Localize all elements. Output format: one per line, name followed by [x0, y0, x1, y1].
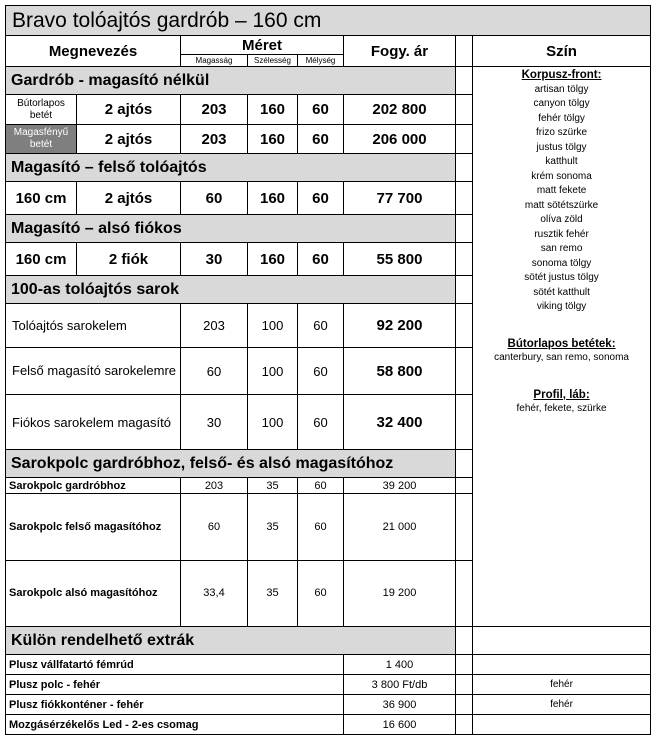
- profile-title: Profil, láb:: [533, 388, 590, 401]
- section-title: Külön rendelhető extrák: [6, 627, 456, 655]
- inserts-title: Bútorlapos betétek:: [507, 337, 616, 350]
- header-width: Szélesség: [248, 55, 298, 67]
- corpus-title: Korpusz-front:: [521, 69, 602, 81]
- price: 19 200: [344, 560, 456, 627]
- page-title: Bravo tolóajtós gardrób – 160 cm: [6, 6, 651, 36]
- price: 55 800: [344, 243, 456, 276]
- price: 1 400: [344, 655, 456, 675]
- header-size: Méret: [181, 36, 344, 55]
- header-name: Megnevezés: [6, 36, 181, 67]
- color-info: Korpusz-front: artisan tölgy canyon tölgy fehér tölgy frizo szürke justus tölgy katthult krém sonoma matt fekete matt sötétszürke olíva zöld rusztik fehér san remo sonoma tölgy sötét justus tölgy sötét katthult viking tölgy Bútorlapos betétek: canterbury, san remo, sonoma Profil, láb: fehér, fekete, szürke: [473, 67, 651, 627]
- price: 202 800: [344, 95, 456, 125]
- price: 32 400: [344, 395, 456, 450]
- price: 36 900: [344, 695, 456, 715]
- price: 77 700: [344, 182, 456, 215]
- section-title: Magasító – alsó fiókos: [6, 215, 456, 243]
- section-title: 100-as tolóajtós sarok: [6, 276, 456, 304]
- header-price: Fogy. ár: [344, 36, 456, 67]
- price: 39 200: [344, 478, 456, 494]
- insert-label: Magasfényű betét: [6, 125, 77, 154]
- price: 16 600: [344, 715, 456, 735]
- insert-label: Bútorlapos betét: [6, 95, 77, 125]
- section-title: Sarokpolc gardróbhoz, felső- és alsó magasítóhoz: [6, 450, 456, 478]
- price: 58 800: [344, 348, 456, 395]
- header-height: Magasság: [181, 55, 248, 67]
- price: 3 800 Ft/db: [344, 675, 456, 695]
- section-title: Magasító – felső tolóajtós: [6, 154, 456, 182]
- price: 21 000: [344, 494, 456, 561]
- header-depth: Mélység: [298, 55, 344, 67]
- profile-list: fehér, fekete, szürke: [516, 403, 607, 414]
- price-table: Bravo tolóajtós gardrób – 160 cm Megnevezés Méret Fogy. ár Szín Magasság Szélesség Mélység Gardrób - magasító nélkül Korpusz-front: artisan tölgy canyon tölgy fehér tölgy frizo szürke justus tölgy katthult krém sonoma matt fekete matt sötétszürke olíva zöld rusztik fehér san remo sonoma tölgy sötét justus tölgy sötét katthult viking tölgy Bútorlapos betétek: canterbury, san remo, sonoma Profil, láb: fehér, fekete, szürke Bútorlapos betét 2 ajtós 203 160 60 202 800 Magasfényű betét 2 ajtós 203 160 60 206 000 Magasító – felső tolóajtós 160 cm 2 ajtós 60 160 60 77 700 Magasító – alsó fiókos 160 cm 2 fiók 30 160 60 55 800 100-as tolóajtós sarok Tolóajtós sarokelem 203 100 60 92 200 Felső magasító sarokelemre 60 100 60 58 800 Fiókos sarokelem magasító 30 100 60 32 400 Sarokpolc gardróbhoz, felső- és alsó magasítóhoz Sarokpolc gardróbhoz 203 35 60 39 200 Sarokpolc felső magasítóhoz 60 35 60 21 000 Sarokpolc alsó magasítóhoz 33,4 35 60 19 200 Külön rendelhető extrák Plusz vállfatartó fémrúd 1 400 Plusz polc - fehér 3 800 Ft/db fehér Plusz fiókkonténer - fehér 36 900 fehér Mozgásérzékelős Led - 2-es csomag 16 600: [5, 5, 651, 735]
- inserts-list: canterbury, san remo, sonoma: [494, 352, 629, 363]
- header-color: Szín: [473, 36, 651, 67]
- section-title: Gardrób - magasító nélkül: [6, 67, 456, 95]
- price: 92 200: [344, 304, 456, 348]
- price-sheet: [5, 5, 650, 731]
- price: 206 000: [344, 125, 456, 154]
